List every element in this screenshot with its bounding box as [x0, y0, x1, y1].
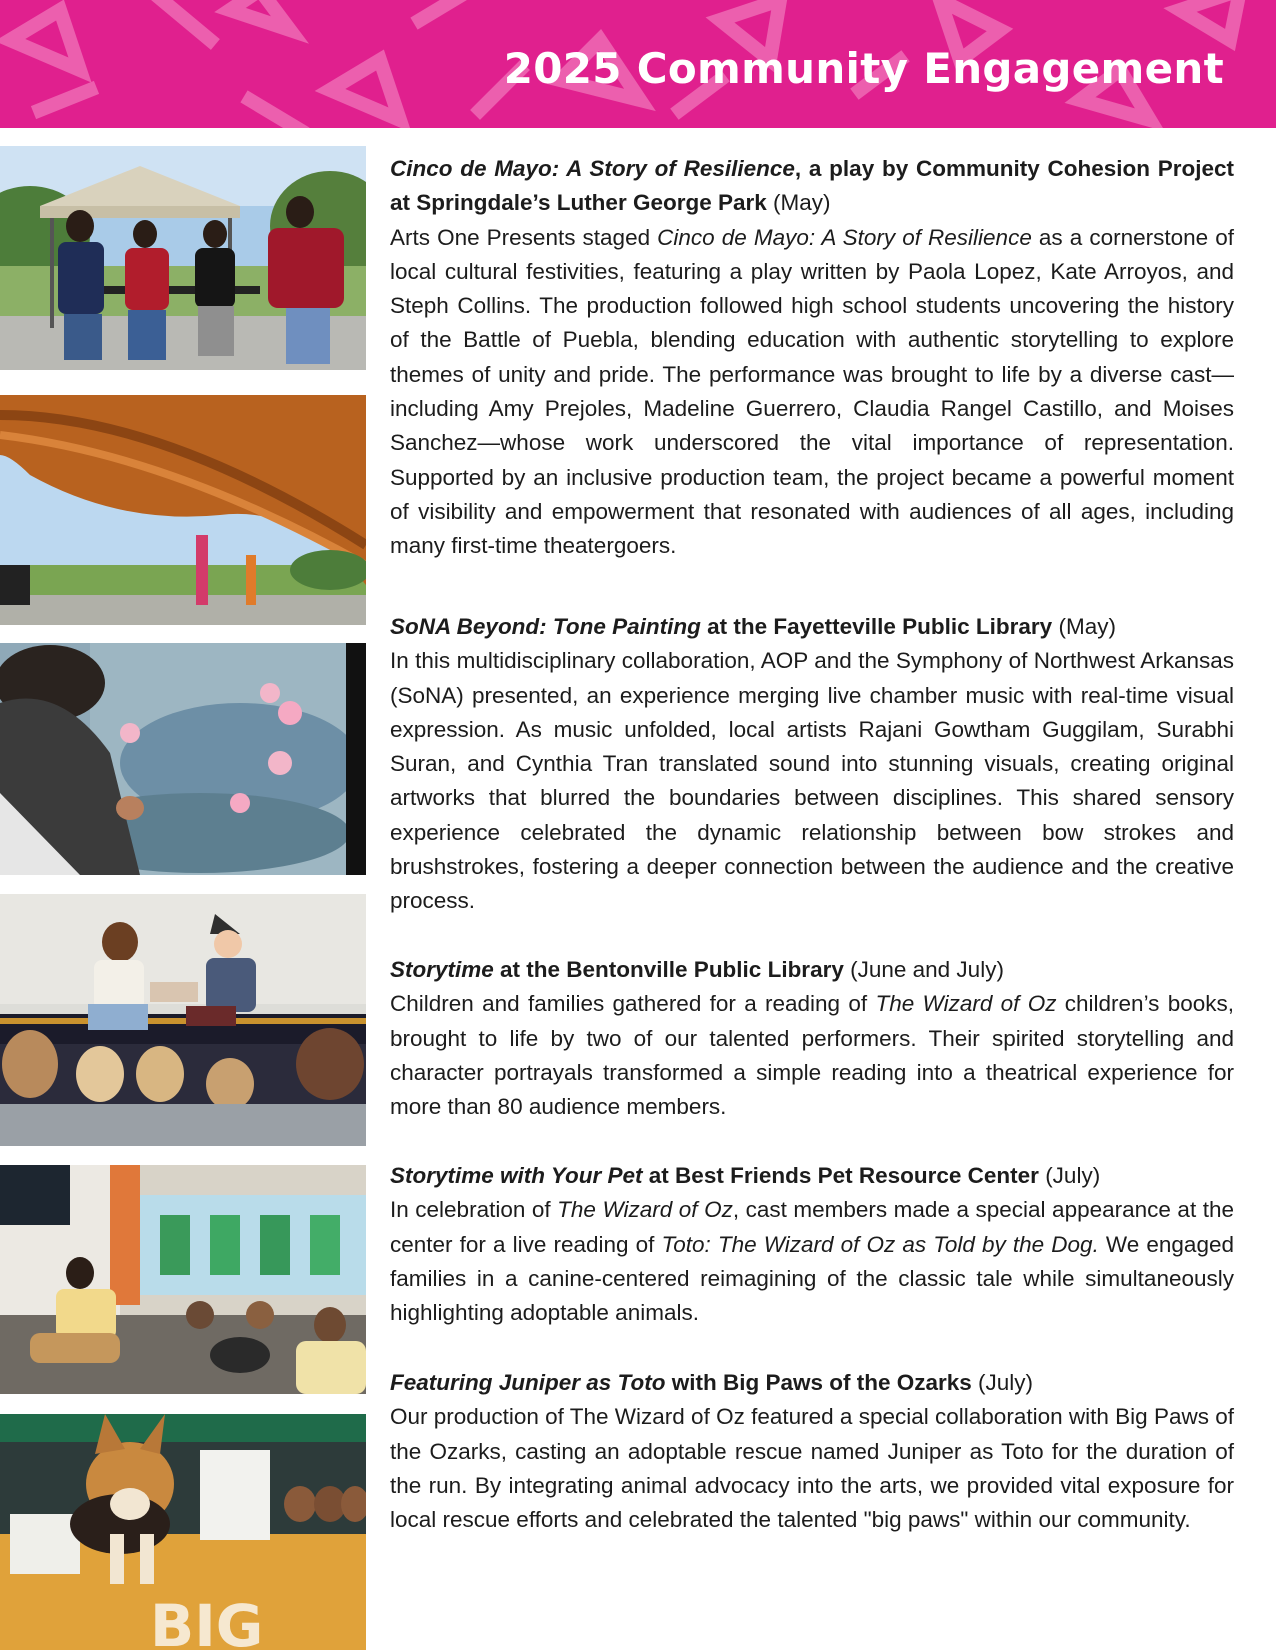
entry-title: at the Fayetteville Public Library	[700, 614, 1053, 639]
entry-sona-tone-painting	[390, 610, 1234, 919]
entry-date: (June and July)	[843, 957, 1004, 982]
photo-column	[0, 0, 366, 1650]
entry-title: at the Bentonville Public Library	[493, 957, 844, 982]
entry-body	[390, 221, 1234, 564]
entry-body-text: Arts One Presents staged	[390, 224, 658, 250]
entry-body-text: In celebration of	[390, 1197, 558, 1223]
entry-juniper-toto	[390, 1366, 1234, 1537]
big-paws-sign-lettering: BIG	[150, 1592, 264, 1650]
entry-body	[390, 1193, 1234, 1330]
best-friends-pet-storytime-photo	[0, 1165, 366, 1394]
entry-storytime-bentonville	[390, 953, 1234, 1124]
entry-body-italic: Cinco de Mayo: A Story of Resilience	[657, 224, 1032, 250]
entry-storytime-with-pet	[390, 1159, 1234, 1330]
entry-date: (July)	[971, 1370, 1034, 1395]
entry-body: Our production of The Wizard of Oz featured a special collaboration with Big Paws of the Ozarks, casting an adoptable rescue named Juniper as Toto for the duration of the run. By integrating animal advocacy into the arts, we provided vital exposure for local rescue efforts and celebrated the talented "big paws" within our community.	[390, 1404, 1234, 1533]
entry-body-italic: Toto: The Wizard of Oz as Told by the Dog.	[661, 1231, 1099, 1257]
luther-george-park-pavilion-photo	[0, 395, 366, 625]
entry-heading	[390, 1159, 1234, 1193]
entry-title-italic: Storytime	[390, 957, 494, 982]
entry-title-italic: Cinco de Mayo: A Story of Resilience	[390, 156, 795, 181]
entry-heading	[390, 953, 1234, 987]
entry-title: , a play by Community Cohesion Project at Springdale’s Luther George Park	[390, 156, 1234, 216]
entry-heading	[390, 610, 1234, 644]
entry-date: (July)	[1038, 1163, 1101, 1188]
page-title: 2025 Community Engagement	[503, 44, 1224, 93]
entry-title-italic: Storytime with Your Pet	[390, 1163, 643, 1188]
entry-date: (May)	[1052, 614, 1116, 639]
entry-heading	[390, 1366, 1234, 1400]
juniper-toto-dog-photo	[0, 1414, 366, 1650]
entry-heading	[390, 152, 1234, 221]
entry-title-italic: Featuring Juniper as Toto	[390, 1370, 666, 1395]
entry-body-text: We engaged families in a canine-centered reimagining of the classic tale while simultaneously highlighting adoptable animals.	[390, 1231, 1234, 1326]
tone-painting-artist-photo	[0, 643, 366, 875]
cinco-de-mayo-performers-photo	[0, 146, 366, 370]
entry-body-italic: The Wizard of Oz	[557, 1197, 733, 1223]
entry-body-text: , cast members made a special appearance at the center for a live reading of	[390, 1197, 1234, 1257]
entry-title: at Best Friends Pet Resource Center	[642, 1163, 1039, 1188]
entry-body: In this multidisciplinary collaboration, AOP and the Symphony of Northwest Arkansas (SoNA) presented, an experience merging live chamber music with real-time visual expression. As music unfolded, local artists Rajani Gowtham Guggilam, Surabhi Suran, and Cynthia Tran translated sound into stunning visuals, creating original artworks that blurred the boundaries between disciplines. This shared sensory experience celebrated the dynamic relationship between bow strokes and brushstrokes, fostering a deeper connection between the audience and the creative process.	[390, 648, 1234, 914]
entry-body-text: as a cornerstone of local cultural festivities, featuring a play written by Paola Lopez, Kate Arroyos, and Steph Collins. The production followed high school students uncovering the history of the Battle of Puebla, blending education with authentic storytelling to explore themes of unity and pride. The performance was brought to life by a diverse cast—including Amy Prejoles, Madeline Guerrero, Claudia Rangel Castillo, and Moises Sanchez—whose work underscored the vital importance of representation. Supported by an inclusive production team, the project became a powerful moment of visibility and empowerment that resonated with audiences of all ages, including many first-time theatergoers.	[390, 224, 1234, 559]
entry-title-italic: SoNA Beyond: Tone Painting	[390, 614, 701, 639]
entry-date: (May)	[766, 190, 831, 216]
entry-body-text: Children and families gathered for a reading of	[390, 991, 876, 1017]
entry-cinco-de-mayo	[390, 152, 1234, 564]
entry-body-italic: The Wizard of Oz	[875, 991, 1057, 1017]
storytime-library-stage-photo	[0, 894, 366, 1146]
entry-title: with Big Paws of the Ozarks	[665, 1370, 972, 1395]
entry-body	[390, 987, 1234, 1124]
entry-body-text: children’s books, brought to life by two of our talented performers. Their spirited storytelling and character portrayals transformed a simple reading into a theatrical experience for more than 80 audience members.	[390, 991, 1235, 1120]
